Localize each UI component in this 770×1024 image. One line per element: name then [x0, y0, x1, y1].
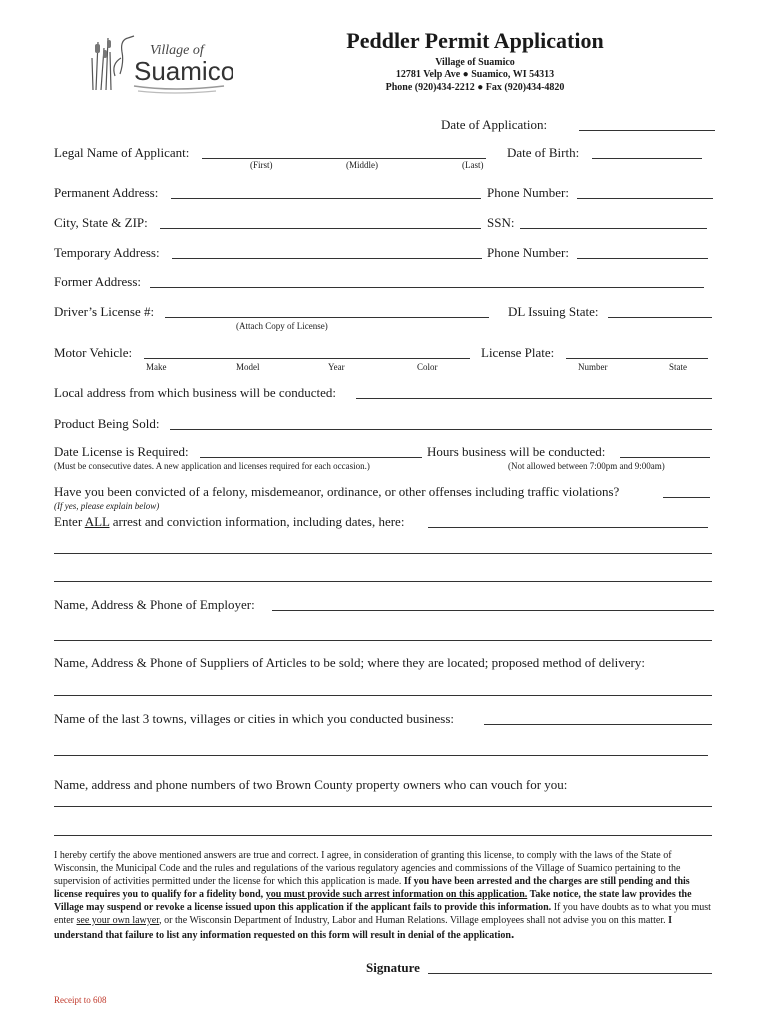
city-state-zip-label: City, State & ZIP: [54, 215, 148, 230]
property-owners-label: Name, address and phone numbers of two Brown County property owners who can vouch for you: [54, 777, 568, 792]
logo-text-main: Suamico [134, 56, 233, 86]
name-middle-hint: (Middle) [346, 160, 378, 170]
phone-number-1-label: Phone Number: [487, 185, 569, 200]
hours-business-label: Hours business will be conducted: [427, 444, 606, 459]
mv-make-hint: Make [146, 362, 167, 372]
header-address: 12781 Velp Ave ● Suamico, WI 54313 [395, 69, 555, 80]
lp-number-hint: Number [578, 362, 608, 372]
phone-number-2-field[interactable] [577, 246, 708, 259]
hours-note: (Not allowed between 7:00pm and 9:00am) [508, 461, 665, 471]
motor-vehicle-field[interactable] [144, 346, 470, 359]
last-towns-line-2[interactable] [54, 754, 708, 756]
last-towns-label: Name of the last 3 towns, villages or cities in which you conducted business: [54, 711, 455, 726]
drivers-license-label: Driver’s License #: [54, 304, 155, 319]
lp-state-hint: State [669, 362, 687, 372]
header-org: Village of Suamico [435, 57, 515, 68]
form-title: Peddler Permit Application [346, 28, 604, 53]
arrest-info-line-2[interactable] [54, 552, 712, 554]
name-last-hint: (Last) [462, 160, 484, 170]
product-sold-label: Product Being Sold: [54, 416, 160, 431]
phone-number-1-field[interactable] [577, 186, 713, 199]
employer-line-2[interactable] [54, 639, 712, 641]
legal-name-field[interactable] [202, 146, 486, 159]
last-towns-field[interactable] [484, 712, 712, 725]
dl-issuing-state-label: DL Issuing State: [508, 304, 599, 319]
logo-text-top: Village of [150, 43, 204, 58]
date-license-required-label: Date License is Required: [54, 444, 189, 459]
arrest-info-post: arrest and conviction information, including dates, here [109, 514, 401, 529]
date-of-application-field[interactable] [579, 118, 715, 131]
ssn-label: SSN: [487, 215, 515, 230]
convicted-answer-field[interactable] [663, 485, 710, 498]
phone-number-2-label: Phone Number: [487, 245, 569, 260]
legal-name-label: Legal Name of Applicant: [54, 145, 190, 160]
arrest-info-all: ALL [84, 514, 110, 529]
mv-model-hint: Model [236, 362, 260, 372]
mv-year-hint: Year [328, 362, 345, 372]
former-address-field[interactable] [150, 275, 704, 288]
arrest-info-pre: Enter [54, 514, 85, 529]
ssn-field[interactable] [520, 216, 707, 229]
mv-color-hint: Color [417, 362, 438, 372]
hours-business-field[interactable] [620, 445, 710, 458]
local-address-field[interactable] [356, 386, 712, 399]
signature-label: Signature [366, 960, 420, 975]
permanent-address-label: Permanent Address: [54, 185, 159, 200]
arrest-info-field[interactable] [428, 515, 708, 528]
attach-copy-hint: (Attach Copy of License) [236, 321, 328, 331]
motor-vehicle-label: Motor Vehicle: [54, 345, 133, 360]
date-of-birth-label: Date of Birth: [507, 145, 580, 160]
dl-issuing-state-field[interactable] [608, 305, 712, 318]
employer-field[interactable] [272, 598, 714, 611]
date-license-required-field[interactable] [200, 445, 422, 458]
local-address-label: Local address from which business will be conducted: [54, 385, 336, 400]
city-state-zip-field[interactable] [160, 216, 481, 229]
signature-field[interactable] [428, 961, 712, 974]
certification-text: I hereby certify the above mentioned answers are true and correct. I agree, in consideration of granting this license, to comply with the laws of the State of Wisconsin, the Municipal Code and the rules and regulations of the various regulatory agencies and commissions of the Village of Suamico pertaining to the supervision of activities permitted under the license for which this application is made. If you have been arrested and the charges are still pending and this license requires you to qualify for a fidelity bond, you must provide such arrest information on this application. Take notice, the state law provides the Village may suspend or revoke a license issued upon this application if the applicant fails to provide this information. If you have doubts as to what you must enter see your own lawyer, or the Wisconsin Department of Industry, Labor and Human Relations. Village employees shall not advise you on this matter. I understand that failure to list any information requested on this form will result in denial of the application. [54, 850, 711, 941]
product-sold-field[interactable] [170, 417, 712, 430]
date-of-application-label: Date of Application: [441, 117, 548, 132]
former-address-label: Former Address: [54, 274, 142, 289]
property-owners-line-1[interactable] [54, 805, 712, 807]
drivers-license-field[interactable] [165, 305, 489, 318]
license-plate-field[interactable] [566, 346, 708, 359]
header-phone-fax: Phone (920)434-2212 ● Fax (920)434-4820 [385, 82, 565, 93]
suppliers-label: Name, Address & Phone of Suppliers of Articles to be sold; where they are located; proposed method of delivery: [54, 655, 645, 670]
date-license-note: (Must be consecutive dates. A new application and licenses required for each occasion.) [54, 461, 370, 471]
date-of-birth-field[interactable] [592, 146, 702, 159]
name-first-hint: (First) [250, 160, 273, 170]
license-plate-label: License Plate: [481, 345, 555, 360]
arrest-info-label: Enter ALL arrest and conviction information, including dates, here: [54, 514, 405, 529]
convicted-note: (If yes, please explain below) [54, 501, 160, 511]
employer-label: Name, Address & Phone of Employer: [54, 597, 255, 612]
suppliers-line[interactable] [54, 694, 712, 696]
permanent-address-field[interactable] [171, 186, 481, 199]
temporary-address-label: Temporary Address: [54, 245, 160, 260]
arrest-info-line-3[interactable] [54, 580, 712, 582]
temporary-address-field[interactable] [172, 246, 482, 259]
receipt-note: Receipt to 608 [54, 995, 107, 1005]
property-owners-line-2[interactable] [54, 834, 712, 836]
convicted-question-label: Have you been convicted of a felony, misdemeanor, ordinance, or other offenses including traffic violations? [54, 484, 620, 499]
